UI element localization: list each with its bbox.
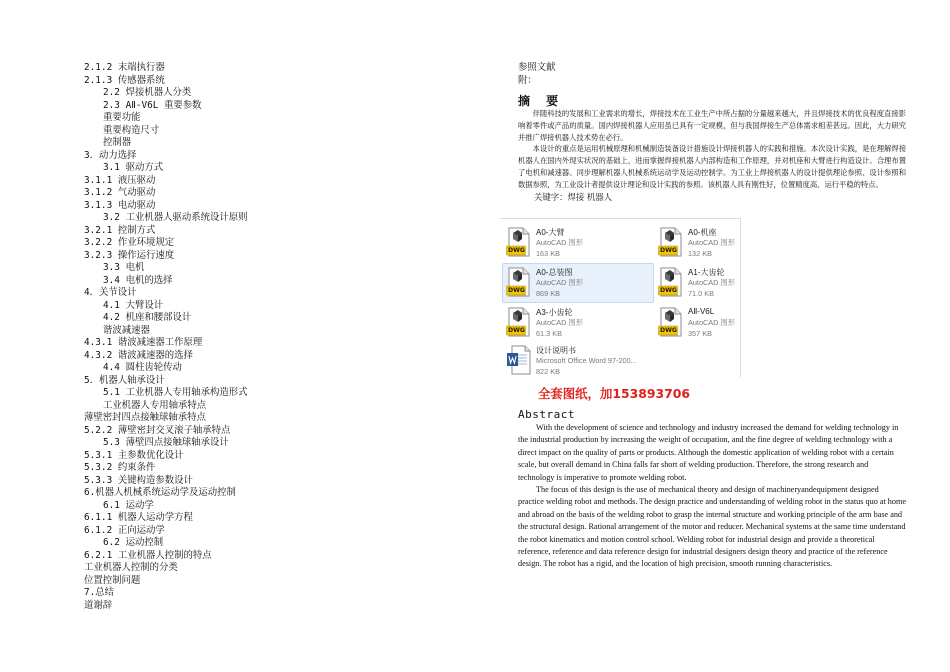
toc-entry: 3.1 驱动方式 [103, 162, 164, 173]
toc-entry: 重要构造尺寸 [103, 124, 160, 136]
toc-entry: 4.3.1 谐波减速器工作原理 [84, 337, 203, 348]
toc-entry: 2.3 AⅡ-V6L 重要参数 [103, 99, 202, 111]
dwg-file-icon [506, 267, 532, 297]
file-type: AutoCAD 图形 [688, 238, 736, 247]
dwg-file-icon [506, 307, 532, 337]
chinese-abstract-paragraph: 本设计的重点是运用机械原理和机械制造装备设计措施设计焊接机器人的实践和措施。本次设计实践，是在理解焊接机器人在国内外现实状况的基础上，进而掌握焊接机器人内部构造和工作原理，并对机座和大臂进行构造设计。合理布置了电机和减速器。同步理解机器人机械系统运动学及运动控制学。为工业上焊接机器人的设计提供理论参照、设计参照和数据参照，为工业设计者提供设计理论和设计实践的参照。该机器人具有刚性好，位置精度高、运行平稳的特点。 [518, 144, 906, 189]
references-heading: 参照文献 [518, 62, 556, 73]
toc-entry: 6.机器人机械系统运动学及运动控制 [84, 487, 236, 498]
english-abstract-paragraph: With the development of science and technology and industry increased the demand for welding technology in the industrial production by increasing the weight of occupation, and the fine degree of welding technology with a direct impact on the quality of parts or products. Although the domestic application of welding robot with a certain scale, but overall demand in China falls far short of welding production. Therefore, the strong research and technology is imperative to promote welding robot. [518, 423, 899, 482]
file-explorer-screenshot [500, 218, 741, 377]
toc-entry: 5.3.3 关键构造参数设计 [84, 474, 193, 486]
file-item[interactable] [502, 303, 656, 341]
toc-entry: 5.1 工业机器人专用轴承构造形式 [103, 387, 248, 398]
file-item[interactable] [502, 341, 702, 379]
toc-entry: 3.2 工业机器人驱动系统设计原则 [103, 212, 248, 223]
toc-entry: 3.2.3 操作运行速度 [84, 249, 175, 261]
toc-entry: 3.3 电机 [103, 262, 145, 273]
toc-entry: 6.1.2 正向运动学 [84, 524, 165, 536]
toc-entry: 5.2.2 薄壁密封交叉滚子轴承特点 [84, 424, 231, 436]
table-of-contents [84, 62, 414, 612]
toc-entry: 重要功能 [103, 112, 141, 123]
toc-entry: 工业机器人控制的分类 [84, 562, 178, 573]
toc-entry: 3.1.3 电动驱动 [84, 199, 156, 211]
toc-entry: 3.4 电机的选择 [103, 274, 173, 286]
keywords: 关键字：焊接 机器人 [534, 191, 613, 202]
dwg-badge-label: DWG [507, 246, 526, 254]
chinese-abstract-heading: 摘 要 [518, 94, 565, 108]
toc-entry: 6.2.1 工业机器人控制的特点 [84, 549, 212, 561]
english-abstract-title: Abstract [518, 408, 575, 421]
toc-entry: 7.总结 [84, 587, 115, 598]
dwg-badge-label: DWG [507, 326, 526, 334]
file-size: 822 KB [536, 367, 560, 376]
toc-entry: 2.1.2 末端执行器 [84, 62, 165, 73]
file-type: AutoCAD 图形 [536, 238, 584, 247]
promo-text: 全套图纸，加153893706 [538, 386, 690, 401]
file-name: A0-大臂 [536, 228, 565, 237]
file-size: 357 KB [688, 329, 712, 338]
file-size: 71.0 KB [688, 289, 714, 298]
toc-entry: 5.3 薄壁四点接触球轴承设计 [103, 437, 229, 448]
dwg-file-icon [658, 267, 684, 297]
file-type: AutoCAD 图形 [688, 318, 736, 327]
file-item[interactable] [502, 263, 656, 301]
file-item[interactable] [502, 223, 656, 261]
dwg-badge-label: DWG [659, 286, 678, 294]
toc-entry: 6.1 运动学 [103, 499, 154, 511]
file-name: A0-总装图 [536, 268, 573, 277]
toc-entry: 5．机器人轴承设计 [84, 374, 165, 386]
toc-entry: 3.1.1 液压驱动 [84, 174, 156, 186]
english-abstract-paragraph: The focus of this design is the use of mechanical theory and design of machineryandequipment designed practice welding robot and methods. The design practice and understanding of welding robot in the status quo at home and abroad on the basis of the welding robot to grasp the internal structure and working principle of the arm base and the structural design. Rational arrangement of the motor and reducer. Mechanical systems at the same time understand the robot kinematics and motion control school. Welding robot for industrial design and provide a theoretical reference, reference and data reference design for industrial designers design theory and practice of the reference design. The robot has a rigid, and the location of high precision, smooth running characteristics. [518, 485, 906, 569]
file-type: AutoCAD 图形 [536, 278, 584, 287]
toc-entry: 3.2.2 作业环境规定 [84, 237, 175, 248]
toc-entry: 2.1.3 传感器系统 [84, 74, 165, 86]
toc-entry: 4.3.2 谐波减速器的选择 [84, 349, 193, 361]
dwg-file-icon [658, 227, 684, 257]
toc-entry: 2.2 焊接机器人分类 [103, 87, 192, 98]
toc-entry: 谐波减速器 [103, 324, 150, 336]
file-name: A1-大齿轮 [688, 268, 725, 277]
dwg-badge-label: DWG [507, 286, 526, 294]
file-name: A3-小齿轮 [536, 308, 573, 317]
right-column [518, 62, 906, 203]
toc-entry: 位置控制问题 [84, 574, 141, 586]
file-type: Microsoft Office Word 97-200... [536, 356, 637, 365]
toc-entry: 3．动力选择 [84, 149, 137, 161]
toc-entry: 5.3.2 约束条件 [84, 462, 156, 473]
toc-entry: 4.1 大臂设计 [103, 299, 164, 311]
file-type: AutoCAD 图形 [536, 318, 584, 327]
toc-entry: 薄壁密封四点接触球轴承特点 [84, 412, 206, 423]
toc-entry: 4.2 机座和腰部设计 [103, 312, 192, 323]
toc-entry: 6.2 运动控制 [103, 537, 164, 548]
dwg-file-icon [506, 227, 532, 257]
toc-entry: 道谢辞 [84, 599, 113, 611]
toc-entry: 6.1.1 机器人运动学方程 [84, 512, 193, 523]
chinese-abstract-paragraph: 伴随科技的发展和工业需求的增长，焊接技术在工业生产中所占据的分量越来越大，并且焊接技术的优良程度直接影响着零件或产品的质量。国内焊接机器人应用虽已具有一定规模，但与我国焊接生产总体需求相差甚远。因此，大力研究并推广焊接机器人技术势在必行。 [518, 109, 906, 142]
toc-entry: 4.4 圆柱齿轮传动 [103, 362, 182, 373]
toc-entry: 4．关节设计 [84, 287, 137, 298]
word-file-icon [506, 345, 532, 375]
file-name: A0-机座 [688, 228, 717, 237]
file-size: 163 KB [536, 249, 560, 258]
toc-entry: 5.3.1 主参数优化设计 [84, 449, 184, 461]
appendix-heading: 附： [518, 74, 537, 86]
file-item[interactable] [654, 223, 808, 261]
file-item[interactable] [654, 303, 808, 341]
file-type: AutoCAD 图形 [688, 278, 736, 287]
file-size: 61.3 KB [536, 329, 562, 338]
dwg-file-icon [658, 307, 684, 337]
english-abstract-body [518, 422, 906, 571]
toc-entry: 工业机器人专用轴承特点 [103, 399, 207, 411]
toc-entry: 3.2.1 控制方式 [84, 224, 156, 236]
dwg-badge-label: DWG [659, 326, 678, 334]
toc-entry: 控制器 [103, 137, 132, 148]
file-name: AⅡ-V6L [688, 307, 715, 316]
toc-entry: 3.1.2 气动驱动 [84, 187, 156, 198]
dwg-badge-label: DWG [659, 246, 678, 254]
file-name: 设计说明书 [536, 346, 576, 355]
file-size: 132 KB [688, 249, 712, 258]
file-size: 869 KB [536, 289, 560, 298]
file-item[interactable] [654, 263, 808, 301]
